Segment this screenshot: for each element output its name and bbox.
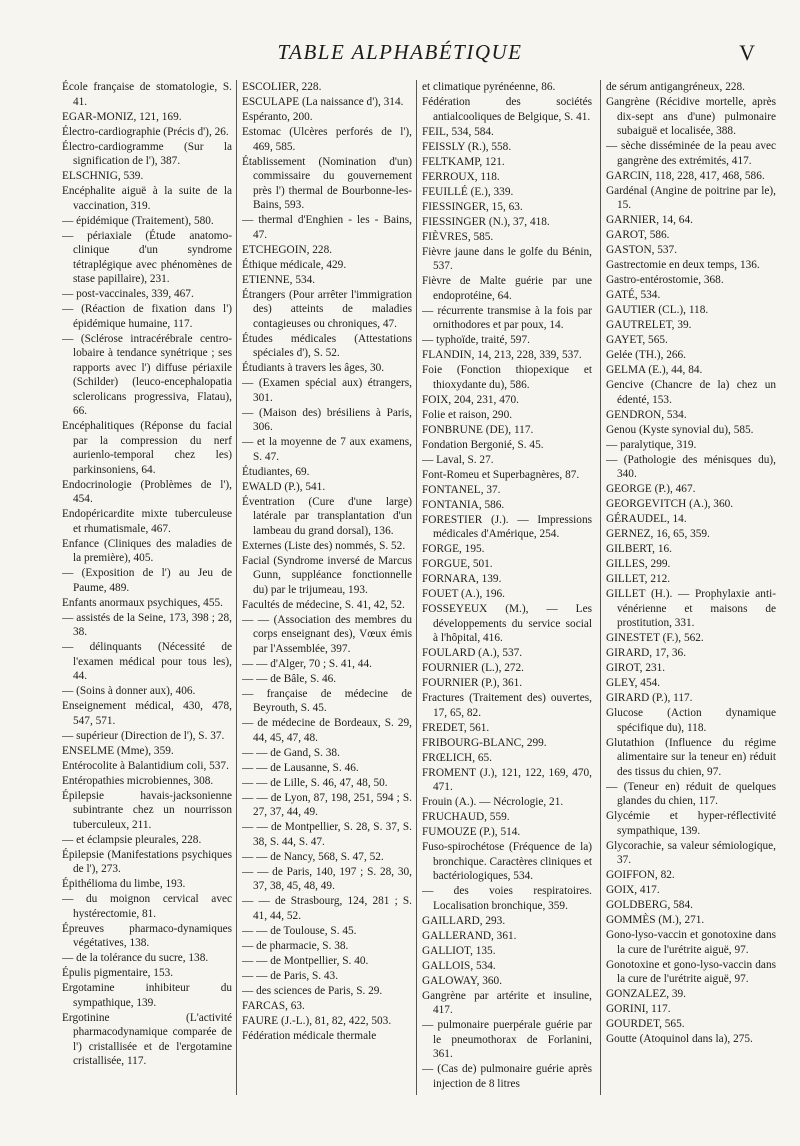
index-entry: Enfance (Cliniques des maladies de la première), 405. bbox=[62, 537, 232, 564]
index-column-2 bbox=[242, 80, 412, 1100]
index-entry: Glycémie et hyper-réflectivité sympathique, 139. bbox=[606, 810, 776, 837]
index-entry: GATÉ, 534. bbox=[606, 289, 661, 301]
index-entry: Gonotoxine et gono-lyso-vaccin dans la cure de l'urétrite aiguë, 97. bbox=[606, 958, 776, 985]
index-entry: — (Pathologie des ménisques du), 340. bbox=[606, 453, 776, 480]
index-entry: FIESSINGER (N.), 37, 418. bbox=[422, 215, 550, 228]
index-entry: — — de Strasbourg, 124, 281 ; S. 41, 44, 52. bbox=[242, 895, 412, 922]
index-entry: Fédération médicale thermale bbox=[242, 1029, 377, 1042]
index-entry: — (Exposition de l') au Jeu de Paume, 489. bbox=[62, 567, 232, 594]
index-entry: — post-vaccinales, 339, 467. bbox=[62, 288, 194, 300]
index-entry: Fondation Bergonié, S. 45. bbox=[422, 438, 544, 451]
index-entry: Espéranto, 200. bbox=[242, 111, 313, 123]
index-entry: Externes (Liste des) nommés, S. 52. bbox=[242, 539, 406, 552]
index-entry: — — de Nancy, 568, S. 47, 52. bbox=[242, 850, 384, 863]
index-entry: ESCOLIER, 228. bbox=[242, 81, 322, 93]
index-entry: — du moignon cervical avec hystérectomie, 81. bbox=[62, 893, 232, 920]
index-entry: de sérum antigangréneux, 228. bbox=[606, 81, 745, 93]
index-entry: Folie et raison, 290. bbox=[422, 408, 513, 421]
index-entry: FRIBOURG-BLANC, 299. bbox=[422, 736, 547, 749]
index-entry: FONTANIA, 586. bbox=[422, 498, 505, 511]
index-entry: FORGUE, 501. bbox=[422, 558, 493, 570]
index-entry: Études médicales (Attestations spéciales d'), S. 52. bbox=[242, 332, 412, 359]
index-entry: GILLET (H.). — Prophylaxie anti-vénérienne et maisons de prostitution, 331. bbox=[606, 588, 776, 629]
index-entry: Gencive (Chancre de la) chez un édenté, 153. bbox=[606, 379, 776, 406]
index-entry: — — de Lausanne, S. 46. bbox=[242, 761, 359, 774]
index-entry: — — de Gand, S. 38. bbox=[242, 746, 340, 759]
index-entry: ENSELME (Mme), 359. bbox=[62, 744, 174, 757]
index-entry: — des voies respiratoires. Localisation bronchique, 359. bbox=[422, 885, 592, 912]
index-entry: GOLDBERG, 584. bbox=[606, 899, 693, 911]
index-entry: FRŒLICH, 65. bbox=[422, 751, 492, 764]
index-entry: — (Soins à donner aux), 406. bbox=[62, 685, 196, 697]
index-entry: Fédération des sociétés antialcooliques de Belgique, S. 41. bbox=[422, 96, 592, 123]
index-entry: GILLET, 212. bbox=[606, 573, 671, 585]
index-entry: FOURNIER (P.), 361. bbox=[422, 677, 523, 689]
index-entry: — française de médecine de Beyrouth, S. 45. bbox=[242, 687, 412, 714]
index-entry: GILLES, 299. bbox=[606, 558, 671, 570]
index-entry: GAUTRELET, 39. bbox=[606, 319, 692, 331]
index-entry: Ergotamine inhibiteur du sympathique, 139. bbox=[62, 982, 232, 1009]
index-entry: FEUILLÉ (E.), 339. bbox=[422, 185, 514, 198]
index-entry: Font-Romeu et Superbagnères, 87. bbox=[422, 468, 580, 481]
index-entry: GILBERT, 16. bbox=[606, 543, 672, 555]
index-entry: GIROT, 231. bbox=[606, 662, 666, 674]
index-entry: GAILLARD, 293. bbox=[422, 914, 506, 927]
index-entry: Gastro-entérostomie, 368. bbox=[606, 274, 724, 286]
index-entry: — — (Association des membres du corps enseignant des), Vœux émis par l'Assemblée, 397. bbox=[242, 613, 412, 655]
index-entry: Fractures (Traitement des) ouvertes, 17, 65, 82. bbox=[422, 692, 592, 719]
index-entry: Épulis pigmentaire, 153. bbox=[62, 967, 174, 979]
index-entry: Gangrène par artérite et insuline, 417. bbox=[422, 989, 592, 1016]
index-entry: Glucose (Action dynamique spécifique du), 118. bbox=[606, 707, 776, 734]
index-entry: — (Cas de) pulmonaire guérie après injection de 8 litres bbox=[422, 1063, 592, 1090]
index-entry: — Laval, S. 27. bbox=[422, 453, 494, 466]
index-entry: — (Teneur en) réduit de quelques glandes du chien, 117. bbox=[606, 780, 776, 807]
index-entry: Gono-lyso-vaccin et gonotoxine dans la cure de l'urétrite aiguë, 97. bbox=[606, 929, 776, 956]
index-entry: GIRARD (P.), 117. bbox=[606, 692, 693, 704]
index-entry: Facultés de médecine, S. 41, 42, 52. bbox=[242, 598, 405, 611]
index-entry: Gangrène (Récidive mortelle, après dix-sept ans d'une) pulmonaire subaiguë et localisée, 388. bbox=[606, 96, 776, 137]
index-entry: Gardénal (Angine de poitrine par le), 15. bbox=[606, 184, 776, 211]
index-entry: GÉRAUDEL, 14. bbox=[606, 513, 687, 525]
index-entry: GARCIN, 118, 228, 417, 468, 586. bbox=[606, 169, 765, 182]
index-entry: — (Examen spécial aux) étrangers, 301. bbox=[242, 377, 412, 404]
index-entry: — récurrente transmise à la fois par ornithodores et par poux, 14. bbox=[422, 304, 592, 331]
index-entry: GOIX, 417. bbox=[606, 884, 660, 896]
index-entry: Fièvre jaune dans le golfe du Bénin, 537. bbox=[422, 245, 592, 272]
index-entry: — épidémique (Traitement), 580. bbox=[62, 214, 214, 227]
index-entry: ESCULAPE (La naissance d'), 314. bbox=[242, 96, 404, 108]
index-entry: FONTANEL, 37. bbox=[422, 483, 501, 496]
index-entry: — des sciences de Paris, S. 29. bbox=[242, 984, 383, 997]
index-entry: Épithélioma du limbe, 193. bbox=[62, 878, 186, 890]
index-entry: Éthique médicale, 429. bbox=[242, 258, 347, 271]
index-entry: Éventration (Cure d'une large) latérale par transplantation d'un lambeau du grand dorsal), 136. bbox=[242, 495, 412, 537]
index-entry: Fuso-spirochétose (Fréquence de la) bronchique. Caractères cliniques et bactériologiques, 534. bbox=[422, 841, 592, 882]
index-entry: GASTON, 537. bbox=[606, 244, 678, 256]
index-entry: GONZALEZ, 39. bbox=[606, 988, 687, 1000]
index-entry: Étudiantes, 69. bbox=[242, 465, 310, 478]
index-entry: FOIX, 204, 231, 470. bbox=[422, 393, 519, 406]
index-entry: Endopéricardite mixte tuberculeuse et rhumatismale, 467. bbox=[62, 508, 232, 535]
index-entry: FIÈVRES, 585. bbox=[422, 230, 494, 243]
index-entry: Foie (Fonction thiopexique et thioxydante du), 586. bbox=[422, 364, 592, 391]
index-entry: et climatique pyrénéenne, 86. bbox=[422, 81, 556, 93]
index-entry: Électro-cardiogramme (Sur la signification de l'), 387. bbox=[62, 140, 232, 167]
index-entry: Fièvre de Malte guérie par une endoprotéine, 64. bbox=[422, 275, 592, 302]
index-entry: Encéphalitiques (Réponse du facial par la compression du nerf aurienlo-temporal chez les) parkinsoniens, 64. bbox=[62, 420, 232, 476]
index-entry: GLEY, 454. bbox=[606, 677, 661, 689]
index-entry: GAROT, 586. bbox=[606, 229, 670, 241]
index-entry: — et la moyenne de 7 aux examens, S. 47. bbox=[242, 436, 412, 463]
index-entry: GELMA (E.), 44, 84. bbox=[606, 364, 703, 376]
index-entry: GALOWAY, 360. bbox=[422, 974, 503, 987]
index-entry: FARCAS, 63. bbox=[242, 999, 305, 1012]
index-entry: GEORGE (P.), 467. bbox=[606, 483, 696, 495]
index-entry: — — de Toulouse, S. 45. bbox=[242, 924, 357, 937]
index-entry: FORGE, 195. bbox=[422, 543, 485, 555]
index-entry: FORESTIER (J.). — Impressions médicales d'Amérique, 254. bbox=[422, 513, 592, 540]
index-column-1 bbox=[62, 80, 232, 1100]
index-entry: — délinquants (Nécessité de l'examen médical pour tous les), 44. bbox=[62, 641, 232, 682]
index-entry: — — de Lille, S. 46, 47, 48, 50. bbox=[242, 776, 388, 789]
index-entry: FORNARA, 139. bbox=[422, 573, 502, 585]
index-entry: GOIFFON, 82. bbox=[606, 869, 675, 881]
index-entry: FOSSEYEUX (M.), — Les développements du service social à l'hôpital, 416. bbox=[422, 603, 592, 644]
index-entry: Encéphalite aiguë à la suite de la vaccination, 319. bbox=[62, 185, 232, 212]
index-entry: FIESSINGER, 15, 63. bbox=[422, 200, 523, 213]
index-entry: Épilepsie (Manifestations psychiques de l'), 273. bbox=[62, 848, 232, 875]
index-entry: FELTKAMP, 121. bbox=[422, 155, 505, 168]
index-entry: FRUCHAUD, 559. bbox=[422, 811, 510, 823]
index-entry: — thermal d'Enghien - les - Bains, 47. bbox=[242, 214, 412, 241]
index-entry: Genou (Kyste synovial du), 585. bbox=[606, 423, 754, 436]
index-entry: — de pharmacie, S. 38. bbox=[242, 939, 349, 952]
index-entry: Frouin (A.). — Nécrologie, 21. bbox=[422, 796, 564, 808]
index-entry: — (Sclérose intracérébrale centro-lobaire à tendance synétrique ; ses rapports avec l') diffuse périaxile (Schilder) (leuco-encephalopatia sclerolicans progressiva, Flatau), 66. bbox=[62, 332, 232, 417]
index-entry: Étrangers (Pour arrêter l'immigration des) atteints de maladies contagieuses ou chroniques, 47. bbox=[242, 288, 412, 330]
index-entry: — paralytique, 319. bbox=[606, 438, 697, 451]
index-entry: Étudiants à travers les âges, 30. bbox=[242, 362, 385, 374]
index-entry: Établissement (Nomination d'un) commissaire du gouvernement près l') thermal de Bourbonne-les-Bains, 593. bbox=[242, 155, 412, 211]
index-entry: GARNIER, 14, 64. bbox=[606, 214, 693, 226]
index-entry: GOMMÈS (M.), 271. bbox=[606, 914, 705, 926]
index-entry: EGAR-MONIZ, 121, 169. bbox=[62, 110, 182, 123]
index-entry: Glycorachie, sa valeur sémiologique, 37. bbox=[606, 839, 776, 866]
index-entry: — — de Montpellier, S. 40. bbox=[242, 954, 369, 967]
index-entry: — — de Bâle, S. 46. bbox=[242, 672, 337, 685]
index-entry: FOURNIER (L.), 272. bbox=[422, 662, 524, 674]
index-entry: FREDET, 561. bbox=[422, 721, 490, 734]
index-entry: GALLERAND, 361. bbox=[422, 929, 517, 942]
column-divider bbox=[416, 80, 417, 1095]
index-entry: Glutathion (Influence du régime alimentaire sur la teneur en) réduit des tissus du chien, 97. bbox=[606, 736, 776, 778]
index-entry: FEISSLY (R.), 558. bbox=[422, 140, 512, 153]
index-entry: — assistés de la Seine, 173, 398 ; 28, 38. bbox=[62, 611, 232, 638]
index-entry: FUMOUZE (P.), 514. bbox=[422, 826, 521, 838]
index-entry: Goutte (Atoquinol dans la), 275. bbox=[606, 1033, 753, 1045]
page-number: V bbox=[739, 40, 755, 65]
index-column-4 bbox=[606, 80, 776, 1100]
index-entry: Enseignement médical, 430, 478, 547, 571. bbox=[62, 700, 232, 727]
index-entry: — pulmonaire puerpérale guérie par le pneumothorax de Forlanini, 361. bbox=[422, 1019, 592, 1060]
index-entry: GAUTIER (CL.), 118. bbox=[606, 304, 709, 316]
index-entry: Estomac (Ulcères perforés de l'), 469, 585. bbox=[242, 126, 412, 153]
index-entry: — (Réaction de fixation dans l') épidémique humaine, 117. bbox=[62, 303, 232, 330]
index-entry: Facial (Syndrome inversé de Marcus Gunn, suppléance fonctionnelle du) par le trijumeau, 193. bbox=[242, 554, 412, 596]
index-entry: FLANDIN, 14, 213, 228, 339, 537. bbox=[422, 349, 582, 361]
index-entry: FOULARD (A.), 537. bbox=[422, 647, 523, 659]
index-entry: FAURE (J.-L.), 81, 82, 422, 503. bbox=[242, 1014, 392, 1027]
index-entry: EWALD (P.), 541. bbox=[242, 480, 326, 493]
index-entry: — — d'Alger, 70 ; S. 41, 44. bbox=[242, 657, 372, 670]
index-entry: FROMENT (J.), 121, 122, 169, 470, 471. bbox=[422, 766, 592, 793]
index-entry: GINESTET (F.), 562. bbox=[606, 632, 704, 644]
index-entry: — — de Montpellier, S. 28, S. 37, S. 38, S. 44, S. 47. bbox=[242, 821, 412, 848]
index-entry: — — de Paris, S. 43. bbox=[242, 969, 339, 982]
index-entry: — typhoïde, traité, 597. bbox=[422, 334, 530, 346]
index-entry: ETIENNE, 534. bbox=[242, 273, 316, 286]
index-entry: — sèche disséminée de la peau avec gangrène des extrémités, 417. bbox=[606, 140, 776, 167]
index-entry: — et éclampsie pleurales, 228. bbox=[62, 833, 202, 846]
index-entry: FERROUX, 118. bbox=[422, 170, 500, 183]
index-entry: GENDRON, 534. bbox=[606, 408, 687, 421]
index-entry: Ergotinine (L'activité pharmacodynamique comparée de l') cristallisée et de l'ergotamine cristallisée, 117. bbox=[62, 1011, 232, 1067]
index-entry: GAYET, 565. bbox=[606, 334, 668, 346]
index-entry: École française de stomatologie, S. 41. bbox=[62, 81, 232, 108]
index-entry: ETCHEGOIN, 228. bbox=[242, 243, 333, 256]
index-entry: GORINI, 117. bbox=[606, 1003, 671, 1015]
index-entry: — — de Lyon, 87, 198, 251, 594 ; S. 27, 37, 44, 49. bbox=[242, 791, 412, 818]
index-entry: FOUET (A.), 196. bbox=[422, 588, 505, 600]
index-entry: GEORGEVITCH (A.), 360. bbox=[606, 498, 734, 510]
column-divider bbox=[236, 80, 237, 1095]
column-divider bbox=[600, 80, 601, 1095]
index-columns bbox=[62, 80, 776, 1100]
index-entry: Épreuves pharmaco-dynamiques végétatives, 138. bbox=[62, 922, 232, 949]
index-entry: — (Maison des) brésiliens à Paris, 306. bbox=[242, 406, 412, 433]
page-title: TABLE ALPHABÉTIQUE bbox=[277, 40, 523, 64]
index-entry: — supérieur (Direction de l'), S. 37. bbox=[62, 729, 225, 742]
index-entry: — périaxiale (Étude anatomo-clinique d'un syndrome tétraplégique avec phénomènes de stase papillaire), 231. bbox=[62, 229, 232, 285]
index-entry: FONBRUNE (DE), 117. bbox=[422, 423, 534, 436]
index-entry: GOURDET, 565. bbox=[606, 1018, 685, 1030]
index-entry: Entéropathies microbiennes, 308. bbox=[62, 774, 214, 787]
index-entry: FEIL, 534, 584. bbox=[422, 125, 494, 138]
index-entry: GALLIOT, 135. bbox=[422, 944, 496, 957]
index-entry: GERNEZ, 16, 65, 359. bbox=[606, 528, 710, 540]
index-entry: Électro-cardiographie (Précis d'), 26. bbox=[62, 125, 229, 138]
index-entry: Endocrinologie (Problèmes de l'), 454. bbox=[62, 478, 232, 505]
index-entry: Entérocolite à Balantidium coli, 537. bbox=[62, 759, 229, 772]
index-entry: GIRARD, 17, 36. bbox=[606, 647, 687, 659]
index-entry: — de la tolérance du sucre, 138. bbox=[62, 952, 209, 964]
index-entry: ELSCHNIG, 539. bbox=[62, 170, 144, 182]
index-column-3 bbox=[422, 80, 592, 1100]
index-entry: GALLOIS, 534. bbox=[422, 959, 496, 972]
index-entry: — de médecine de Bordeaux, S. 29, 44, 45, 47, 48. bbox=[242, 717, 412, 744]
page-header bbox=[0, 40, 800, 70]
index-entry: Épilepsie havais-jacksonienne subintrante chez un nourrisson tuberculeux, 211. bbox=[62, 789, 232, 831]
index-entry: Gelée (TH.), 266. bbox=[606, 349, 686, 361]
index-entry: Gastrectomie en deux temps, 136. bbox=[606, 259, 760, 271]
index-entry: Enfants anormaux psychiques, 455. bbox=[62, 596, 223, 609]
index-entry: — — de Paris, 140, 197 ; S. 28, 30, 37, 38, 45, 48, 49. bbox=[242, 865, 412, 892]
